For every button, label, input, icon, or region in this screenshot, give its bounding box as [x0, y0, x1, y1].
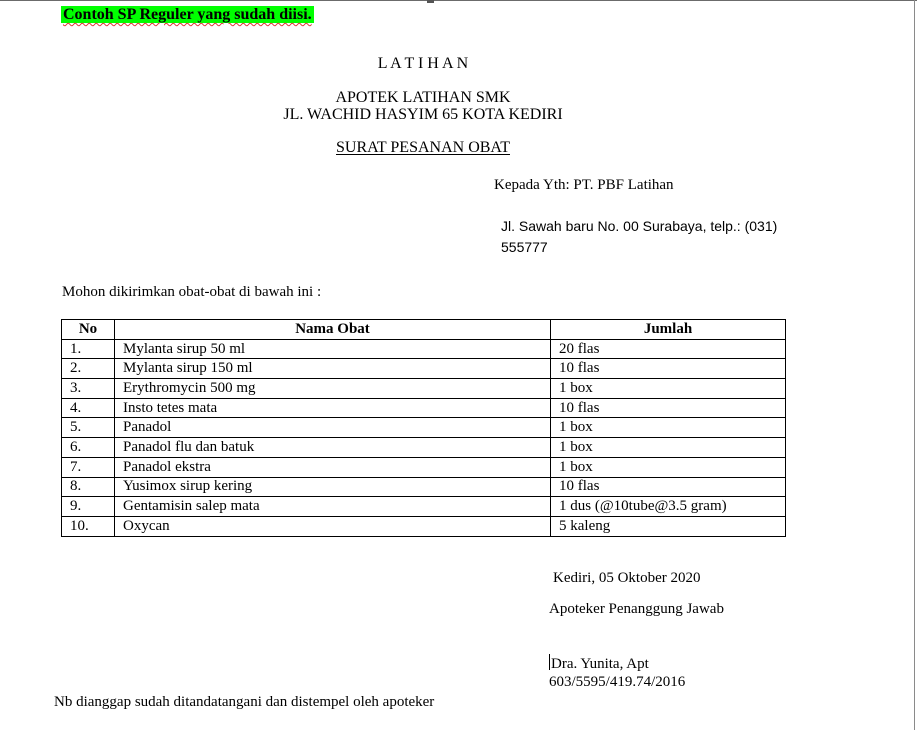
recipient-address-line1: Jl. Sawah baru No. 00 Surabaya, telp.: (031) [501, 218, 778, 234]
table-row [62, 398, 786, 418]
page-right-border [914, 0, 915, 730]
row-jumlah: 1 box [551, 418, 786, 438]
signature-role: Apoteker Penanggung Jawab [549, 601, 724, 617]
signature-name: Dra. Yunita, Apt [551, 656, 649, 672]
row-jumlah: 1 dus (@10tube@3.5 gram) [551, 497, 786, 517]
row-nama-obat: Panadol flu dan batuk [115, 438, 551, 458]
row-jumlah: 1 box [551, 438, 786, 458]
row-nama-obat: Panadol [115, 418, 551, 438]
table-row [62, 438, 786, 458]
table-header-row [62, 320, 786, 340]
apotek-name: APOTEK LATIHAN SMK [335, 89, 511, 106]
header-jumlah: Jumlah [551, 320, 786, 340]
table-row [62, 516, 786, 536]
row-nama-obat: Insto tetes mata [115, 398, 551, 418]
row-no: 9. [62, 497, 115, 517]
row-jumlah: 10 flas [551, 477, 786, 497]
signature-license: 603/5595/419.74/2016 [549, 674, 686, 690]
row-no: 1. [62, 339, 115, 359]
row-jumlah: 10 flas [551, 359, 786, 379]
row-jumlah: 20 flas [551, 339, 786, 359]
intro-text: Mohon dikirimkan obat-obat di bawah ini : [62, 284, 322, 300]
doc-title-text: SURAT PESANAN OBAT [336, 139, 510, 156]
row-jumlah: 1 box [551, 379, 786, 399]
row-no: 4. [62, 398, 115, 418]
row-nama-obat: Mylanta sirup 150 ml [115, 359, 551, 379]
row-no: 10. [62, 516, 115, 536]
table-row [62, 497, 786, 517]
table-row [62, 359, 786, 379]
row-nama-obat: Panadol ekstra [115, 457, 551, 477]
apotek-address: JL. WACHID HASYIM 65 KOTA KEDIRI [283, 106, 563, 123]
row-no: 5. [62, 418, 115, 438]
page-top-border [0, 0, 917, 1]
text-cursor [549, 654, 550, 670]
row-jumlah: 5 kaleng [551, 516, 786, 536]
row-no: 6. [62, 438, 115, 458]
row-no: 3. [62, 379, 115, 399]
signature-name-line [549, 654, 649, 673]
table-row [62, 477, 786, 497]
row-no: 2. [62, 359, 115, 379]
table-row [62, 418, 786, 438]
ruler-marker [427, 0, 434, 3]
row-nama-obat: Erythromycin 500 mg [115, 379, 551, 399]
recipient-address-line2: 555777 [501, 239, 548, 255]
banner-note [61, 6, 314, 24]
row-nama-obat: Gentamisin salep mata [115, 497, 551, 517]
table-row [62, 457, 786, 477]
row-nama-obat: Mylanta sirup 50 ml [115, 339, 551, 359]
banner-text: Contoh SP Reguler yang sudah diisi. [63, 6, 312, 23]
row-jumlah: 10 flas [551, 398, 786, 418]
latihan-heading: L A T I H A N [377, 55, 469, 72]
doc-title [250, 139, 596, 157]
row-nama-obat: Oxycan [115, 516, 551, 536]
row-jumlah: 1 box [551, 457, 786, 477]
order-table [61, 319, 786, 537]
table-row [62, 339, 786, 359]
signature-place-date: Kediri, 05 Oktober 2020 [553, 570, 701, 586]
row-no: 8. [62, 477, 115, 497]
header-nama-obat: Nama Obat [115, 320, 551, 340]
footnote: Nb dianggap sudah ditandatangani dan distempel oleh apoteker [54, 694, 435, 710]
row-no: 7. [62, 457, 115, 477]
recipient-kepada: Kepada Yth: PT. PBF Latihan [494, 177, 674, 193]
header-no: No [62, 320, 115, 340]
row-nama-obat: Yusimox sirup kering [115, 477, 551, 497]
table-row [62, 379, 786, 399]
